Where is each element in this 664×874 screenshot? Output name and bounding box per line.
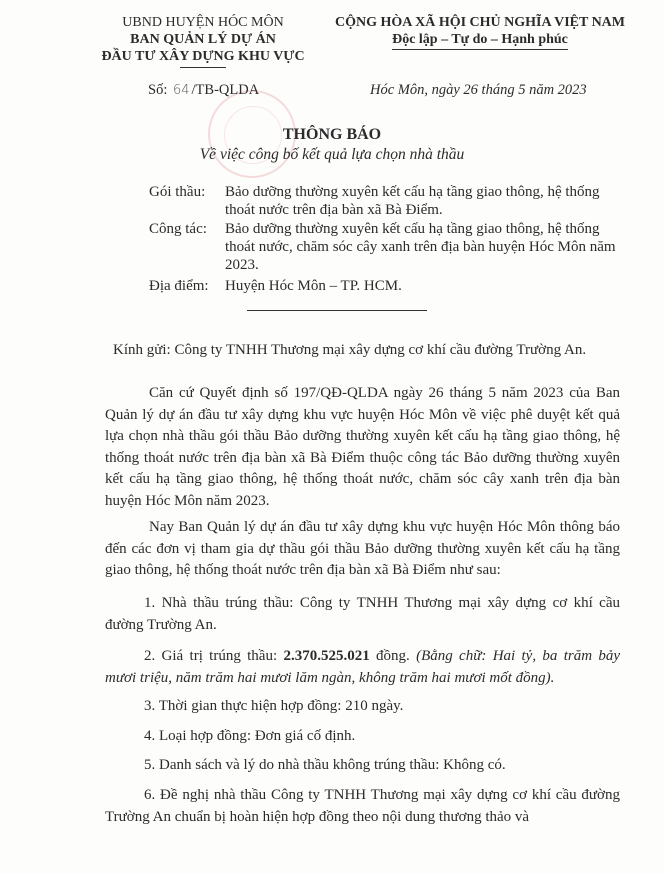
item-winning-bidder: 1. Nhà thầu trúng thầu: Công ty TNHH Thương mại xây dựng cơ khí cầu đường Trường An. [105,595,620,633]
national-header [330,14,630,50]
info-label: Gói thầu: [149,184,206,200]
document-date: Hóc Môn, ngày 26 tháng 5 năm 2023 [370,82,587,98]
info-location [149,277,619,295]
item-contract-value [105,646,620,689]
issuing-agency-header [88,14,318,68]
contract-value-label: 2. Giá trị trúng thầu: [144,648,284,664]
item-contract-type: 4. Loại hợp đồng: Đơn giá cố định. [144,728,356,744]
info-label: Công tác: [149,221,207,237]
national-motto: Độc lập – Tự do – Hạnh phúc [392,31,568,50]
info-task [149,220,619,274]
info-value: Bảo dưỡng thường xuyên kết cấu hạ tầng giao thông, hệ thống thoát nước, chăm sóc cây xanh trên địa bàn huyện Hóc Môn năm 2023. [225,221,616,273]
info-label: Địa điểm: [149,278,209,294]
item-losing-bidders: 5. Danh sách và lý do nhà thầu không trúng thầu: Không có. [144,757,506,773]
contract-value-amount: 2.370.525.021 [283,648,370,664]
header-divider [180,67,226,68]
doc-number-prefix: Số: [148,82,168,98]
recipient-line: Kính gửi: Công ty TNHH Thương mại xây dựng cơ khí cầu đường Trường An. [113,342,587,358]
legal-basis-paragraph: Căn cứ Quyết định số 197/QĐ-QLDA ngày 26 tháng 5 năm 2023 của Ban Quản lý dự án đầu tư xây dựng khu vực huyện Hóc Môn về việc phê duyệt kết quả lựa chọn nhà thầu gói thầu Bảo dưỡng thường xuyên kết cấu hạ tầng giao thông, hệ thống thoát nước trên địa bàn xã Bà Điểm thuộc công tác Bảo dưỡng thường xuyên kết cấu hạ tầng giao thông, hệ thống thoát nước, chăm sóc cây xanh trên địa bàn huyện Hóc Môn năm 2023. [105,385,620,509]
agency-parent: UBND HUYỆN HÓC MÔN [122,15,284,30]
section-divider [247,310,427,311]
doc-number-suffix: /TB-QLDA [191,82,260,98]
document-title: THÔNG BÁO [282,126,382,143]
document-number [148,82,259,99]
agency-name-line2: ĐẦU TƯ XÂY DỰNG KHU VỰC [101,49,305,64]
document-subtitle: Về việc công bố kết quả lựa chọn nhà thầu [199,146,465,163]
info-value: Huyện Hóc Môn – TP. HCM. [225,278,402,294]
agency-name-line1: BAN QUẢN LÝ DỰ ÁN [130,32,276,47]
contract-value-unit: đồng. [369,648,417,664]
doc-number-handwritten: 64 [172,83,190,98]
info-value: Bảo dưỡng thường xuyên kết cấu hạ tầng giao thông, hệ thống thoát nước trên địa bàn xã Bà Điểm. [225,184,600,218]
national-title: CỘNG HÒA XÃ HỘI CHỦ NGHĨA VIỆT NAM [334,15,625,30]
item-contract-duration: 3. Thời gian thực hiện hợp đồng: 210 ngày. [144,698,404,714]
contract-value-in-words: (Bằng chữ: Hai tỷ, ba trăm bảy mươi triệu, năm trăm hai mươi lăm ngàn, không trăm hai mươi mốt đồng). [105,648,621,686]
announcement-paragraph: Nay Ban Quản lý dự án đầu tư xây dựng khu vực huyện Hóc Môn thông báo đến các đơn vị tham gia dự thầu gói thầu Bảo dưỡng thường xuyên kết cấu hạ tầng giao thông, hệ thống thoát nước trên địa bàn xã Bà Điểm như sau: [105,519,620,578]
item-request: 6. Đề nghị nhà thầu Công ty TNHH Thương mại xây dựng cơ khí cầu đường Trường An chuẩn bị hoàn hiện hợp đồng theo nội dung thương thảo và [105,787,620,825]
info-package [149,183,619,219]
